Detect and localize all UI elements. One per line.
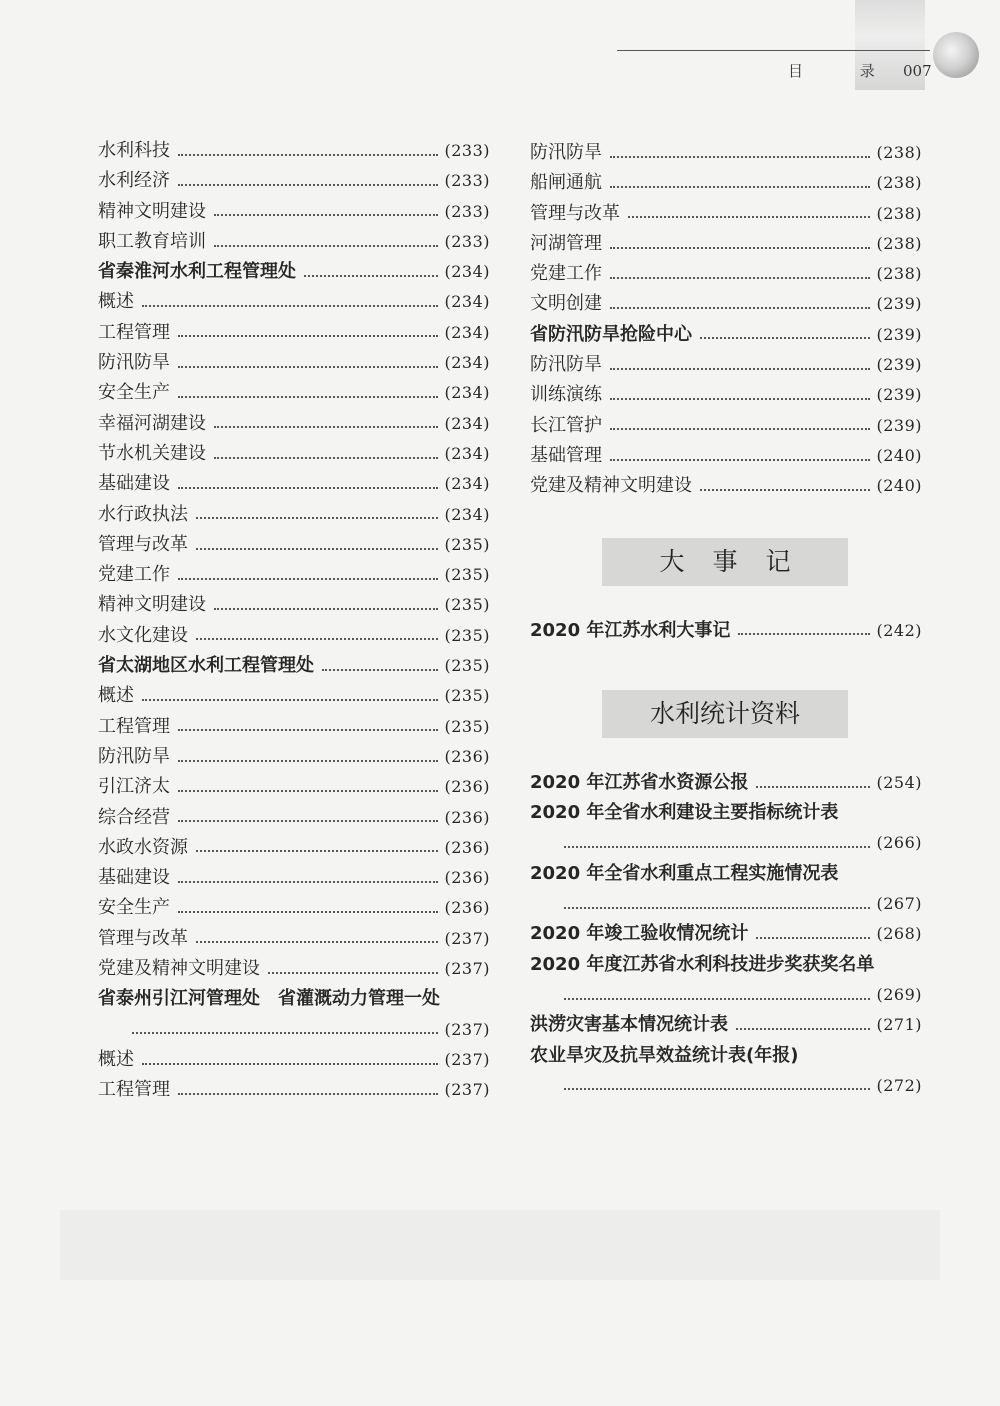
- toc-entry-page: (235): [444, 595, 490, 615]
- toc-entry[interactable]: [98, 833, 490, 863]
- leader-dots: [610, 306, 870, 309]
- toc-events-list: [530, 616, 922, 646]
- leader-dots: [178, 486, 438, 489]
- toc-entry-title: 基础建设: [98, 473, 170, 495]
- toc-entry[interactable]: [98, 863, 490, 893]
- leader-dots: [610, 458, 870, 461]
- toc-entry[interactable]: [530, 616, 922, 646]
- toc-entry-title: 工程管理: [98, 321, 170, 343]
- toc-entry-title: 精神文明建设: [98, 594, 206, 616]
- toc-entry-title: 引江济太: [98, 776, 170, 798]
- toc-entry-page: (235): [444, 625, 490, 645]
- toc-entry-page: (272): [876, 1075, 922, 1095]
- toc-entry-page: (233): [444, 231, 490, 251]
- toc-entry[interactable]: [98, 439, 490, 469]
- toc-entry-title: 概述: [98, 685, 134, 707]
- toc-entry-page: (238): [876, 173, 922, 193]
- toc-entry-title: 安全生产: [98, 897, 170, 919]
- toc-entry[interactable]: [98, 621, 490, 651]
- leader-dots: [214, 213, 438, 216]
- toc-entry-title: 基础建设: [98, 867, 170, 889]
- leader-dots: [700, 336, 870, 339]
- toc-entry-page: (236): [444, 868, 490, 888]
- toc-entry[interactable]: [530, 441, 922, 471]
- leader-dots: [196, 849, 438, 852]
- toc-entry-page: (238): [876, 264, 922, 284]
- toc-entry-page: (236): [444, 777, 490, 797]
- toc-entry-title: 党建及精神文明建设: [530, 475, 692, 497]
- toc-entry-page: (234): [444, 262, 490, 282]
- toc-entry-title: 船闸通航: [530, 172, 602, 194]
- leader-dots: [178, 153, 438, 156]
- toc-entry[interactable]: [98, 924, 490, 954]
- toc-entry-title: 防汛防旱: [530, 142, 602, 163]
- toc-entry-title: 训练演练: [530, 384, 602, 406]
- leader-dots: [196, 516, 438, 519]
- toc-entry-title: 文明创建: [530, 293, 602, 315]
- toc-entry[interactable]: [530, 138, 922, 168]
- toc-entry-title: 节水机关建设: [98, 442, 206, 464]
- toc-entry-page: (234): [444, 353, 490, 373]
- toc-entry-title: 概述: [98, 291, 134, 313]
- toc-entry-page: (240): [876, 476, 922, 496]
- toc-entry-title: 工程管理: [98, 1079, 170, 1101]
- toc-entry[interactable]: [98, 893, 490, 923]
- leader-dots: [178, 1092, 438, 1095]
- leader-dots: [178, 728, 438, 731]
- toc-entry-page: (237): [444, 1049, 490, 1069]
- toc-entry[interactable]: [530, 350, 922, 380]
- leader-dots: [196, 637, 438, 640]
- toc-entry-page: (237): [444, 1019, 490, 1039]
- toc-entry-title: 概述: [98, 1048, 134, 1070]
- toc-entry[interactable]: [98, 530, 490, 560]
- toc-entry-title: 省太湖地区水利工程管理处: [98, 655, 314, 677]
- toc-entry-title: 工程管理: [98, 715, 170, 737]
- leader-dots: [178, 880, 438, 883]
- toc-entry-title: 2020 年全省水利建设主要指标统计表: [530, 802, 839, 824]
- toc-entry-page: (236): [444, 746, 490, 766]
- leader-dots: [610, 185, 870, 188]
- toc-entry-page: (233): [444, 201, 490, 221]
- toc-entry-page: (254): [876, 772, 922, 792]
- leader-dots: [738, 632, 870, 635]
- toc-entry[interactable]: [530, 320, 922, 350]
- toc-entry[interactable]: [530, 1010, 922, 1040]
- toc-entry[interactable]: [98, 166, 490, 196]
- leader-dots: [142, 1062, 438, 1065]
- leader-dots: [610, 155, 870, 158]
- toc-entry[interactable]: [98, 1075, 490, 1105]
- toc-entry-page: (236): [444, 807, 490, 827]
- toc-entry[interactable]: [98, 348, 490, 378]
- toc-entry-page: (233): [444, 141, 490, 160]
- toc-entry[interactable]: [98, 742, 490, 772]
- toc-entry-title: 2020 年全省水利重点工程实施情况表: [530, 862, 839, 884]
- toc-entry-page: (238): [876, 233, 922, 253]
- toc-entry[interactable]: [530, 471, 922, 501]
- toc-entry-page: (269): [876, 984, 922, 1004]
- leader-dots: [132, 1031, 438, 1034]
- toc-entry-page: (240): [876, 445, 922, 465]
- leader-dots: [564, 1087, 870, 1090]
- leader-dots: [756, 785, 870, 788]
- toc-entry-title: 管理与改革: [98, 533, 188, 555]
- toc-entry-page: (266): [876, 833, 922, 853]
- toc-entry-title: 水文化建设: [98, 624, 188, 646]
- toc-left-list: [98, 136, 490, 1106]
- toc-entry[interactable]: [98, 227, 490, 257]
- toc-entry-page: (237): [444, 928, 490, 948]
- toc-entry-title: 2020 年江苏省水资源公报: [530, 771, 749, 793]
- leader-dots: [304, 274, 438, 277]
- toc-entry[interactable]: [98, 1045, 490, 1075]
- toc-entry[interactable]: [98, 378, 490, 408]
- toc-entry-page: (234): [444, 292, 490, 312]
- toc-entry[interactable]: [98, 803, 490, 833]
- leader-dots: [610, 246, 870, 249]
- toc-entry-page: (234): [444, 443, 490, 463]
- toc-entry-title: 安全生产: [98, 382, 170, 404]
- toc-entry-title: 职工教育培训: [98, 230, 206, 252]
- toc-entry[interactable]: [530, 919, 922, 949]
- toc-entry[interactable]: [98, 500, 490, 530]
- toc-entry-page: (235): [444, 534, 490, 554]
- toc-entry-page: (234): [444, 413, 490, 433]
- toc-entry-title: 水政水资源: [98, 836, 188, 858]
- toc-entry[interactable]: [98, 136, 490, 166]
- toc-entry-title: 水行政执法: [98, 503, 188, 525]
- background-band: [60, 1210, 940, 1280]
- toc-entry-title: 洪涝灾害基本情况统计表: [530, 1014, 728, 1036]
- toc-entry[interactable]: [530, 889, 922, 919]
- toc-entry-page: (235): [444, 565, 490, 585]
- toc-entry[interactable]: [530, 859, 922, 889]
- leader-dots: [322, 668, 438, 671]
- leader-dots: [214, 456, 438, 459]
- toc-entry[interactable]: [98, 772, 490, 802]
- toc-entry[interactable]: [530, 768, 922, 798]
- toc-entry-title: 省泰州引江河管理处 省灌溉动力管理一处: [98, 988, 440, 1010]
- toc-entry-title: 2020 年度江苏省水利科技进步奖获奖名单: [530, 953, 875, 975]
- leader-dots: [610, 276, 870, 279]
- toc-entry[interactable]: [98, 712, 490, 742]
- leader-dots: [142, 698, 438, 701]
- toc-entry-title: 水利经济: [98, 170, 170, 192]
- toc-entry[interactable]: [98, 197, 490, 227]
- toc-entry-page: (271): [876, 1015, 922, 1035]
- toc-entry-title: 管理与改革: [530, 202, 620, 224]
- toc-entry-title: 防汛防旱: [530, 354, 602, 376]
- toc-entry-title: 管理与改革: [98, 927, 188, 949]
- toc-entry-page: (238): [876, 143, 922, 162]
- toc-entry-title: 水利科技: [98, 140, 170, 161]
- leader-dots: [196, 547, 438, 550]
- toc-entry-page: (238): [876, 203, 922, 223]
- toc-entry-title: 防汛防旱: [98, 745, 170, 767]
- page-number: 007: [903, 62, 932, 80]
- leader-dots: [178, 759, 438, 762]
- section-heading-events: 大事记: [602, 538, 848, 586]
- toc-entry-page: (242): [876, 620, 922, 640]
- leader-dots: [564, 845, 870, 848]
- toc-entry[interactable]: [98, 590, 490, 620]
- toc-entry[interactable]: [530, 828, 922, 858]
- leader-dots: [628, 215, 870, 218]
- leader-dots: [178, 183, 438, 186]
- toc-entry[interactable]: [530, 1071, 922, 1101]
- toc-entry-title: 党建工作: [98, 564, 170, 586]
- toc-entry-page: (234): [444, 383, 490, 403]
- toc-entry[interactable]: [530, 289, 922, 319]
- leader-dots: [214, 425, 438, 428]
- running-header-title: 目 录: [788, 62, 901, 80]
- toc-entry[interactable]: [530, 1041, 922, 1071]
- toc-entry[interactable]: [98, 409, 490, 439]
- toc-entry-title: 河湖管理: [530, 232, 602, 254]
- toc-entry-page: (239): [876, 385, 922, 405]
- toc-entry[interactable]: [98, 954, 490, 984]
- toc-right-list: [530, 138, 922, 502]
- toc-entry-page: (239): [876, 294, 922, 314]
- toc-entry-page: (234): [444, 474, 490, 494]
- leader-dots: [610, 397, 870, 400]
- toc-entry[interactable]: [98, 287, 490, 317]
- toc-right-column: [530, 138, 922, 1101]
- toc-entry-title: 2020 年江苏水利大事记: [530, 619, 731, 641]
- toc-entry-page: (233): [444, 171, 490, 191]
- toc-entry[interactable]: [530, 380, 922, 410]
- toc-entry[interactable]: [98, 560, 490, 590]
- leader-dots: [178, 365, 438, 368]
- leader-dots: [178, 395, 438, 398]
- toc-entry-title: 幸福河湖建设: [98, 412, 206, 434]
- leader-dots: [178, 910, 438, 913]
- toc-entry-page: (236): [444, 898, 490, 918]
- toc-entry-title: 精神文明建设: [98, 200, 206, 222]
- header-circle-ornament: [933, 32, 979, 78]
- toc-entry-page: (239): [876, 415, 922, 435]
- toc-entry-page: (267): [876, 894, 922, 914]
- toc-entry-page: (237): [444, 1080, 490, 1100]
- toc-entry-title: 防汛防旱: [98, 352, 170, 374]
- leader-dots: [214, 607, 438, 610]
- leader-dots: [178, 577, 438, 580]
- toc-left-column: [98, 136, 490, 1106]
- toc-entry[interactable]: [98, 1015, 490, 1045]
- toc-entry[interactable]: [98, 984, 490, 1014]
- toc-entry-title: 农业旱灾及抗旱效益统计表(年报): [530, 1044, 799, 1066]
- toc-entry[interactable]: [530, 259, 922, 289]
- toc-entry-page: (268): [876, 924, 922, 944]
- toc-entry[interactable]: [530, 199, 922, 229]
- leader-dots: [756, 936, 870, 939]
- toc-entry-page: (239): [876, 355, 922, 375]
- leader-dots: [268, 971, 438, 974]
- leader-dots: [214, 244, 438, 247]
- toc-entry[interactable]: [530, 798, 922, 828]
- toc-entry-page: (239): [876, 324, 922, 344]
- leader-dots: [178, 819, 438, 822]
- toc-entry-title: 省秦淮河水利工程管理处: [98, 261, 296, 283]
- toc-entry-page: (235): [444, 686, 490, 706]
- toc-entry[interactable]: [530, 950, 922, 980]
- leader-dots: [564, 906, 870, 909]
- toc-entry-page: (237): [444, 959, 490, 979]
- leader-dots: [610, 367, 870, 370]
- toc-entry[interactable]: [530, 411, 922, 441]
- leader-dots: [178, 789, 438, 792]
- toc-entry-title: 党建工作: [530, 263, 602, 285]
- toc-entry-title: 长江管护: [530, 414, 602, 436]
- toc-entry[interactable]: [98, 318, 490, 348]
- toc-entry-page: (234): [444, 504, 490, 524]
- toc-entry-title: 基础管理: [530, 444, 602, 466]
- leader-dots: [736, 1027, 870, 1030]
- leader-dots: [196, 940, 438, 943]
- leader-dots: [610, 427, 870, 430]
- leader-dots: [700, 488, 870, 491]
- leader-dots: [564, 997, 870, 1000]
- header-rule: [617, 50, 930, 51]
- toc-entry[interactable]: [98, 469, 490, 499]
- toc-entry-title: 省防汛防旱抢险中心: [530, 323, 692, 345]
- toc-entry-page: (236): [444, 837, 490, 857]
- leader-dots: [178, 334, 438, 337]
- leader-dots: [142, 304, 438, 307]
- toc-entry-title: 党建及精神文明建设: [98, 958, 260, 980]
- toc-entry[interactable]: [98, 257, 490, 287]
- toc-entry-page: (234): [444, 322, 490, 342]
- toc-entry[interactable]: [98, 651, 490, 681]
- toc-entry-page: (235): [444, 716, 490, 736]
- toc-entry[interactable]: [530, 168, 922, 198]
- section-heading-statistics: 水利统计资料: [602, 690, 848, 738]
- toc-statistics-list: [530, 768, 922, 1101]
- toc-entry[interactable]: [98, 681, 490, 711]
- toc-entry-page: (235): [444, 656, 490, 676]
- toc-entry[interactable]: [530, 229, 922, 259]
- toc-entry-title: 2020 年竣工验收情况统计: [530, 923, 749, 945]
- toc-entry-title: 综合经营: [98, 806, 170, 828]
- toc-entry[interactable]: [530, 980, 922, 1010]
